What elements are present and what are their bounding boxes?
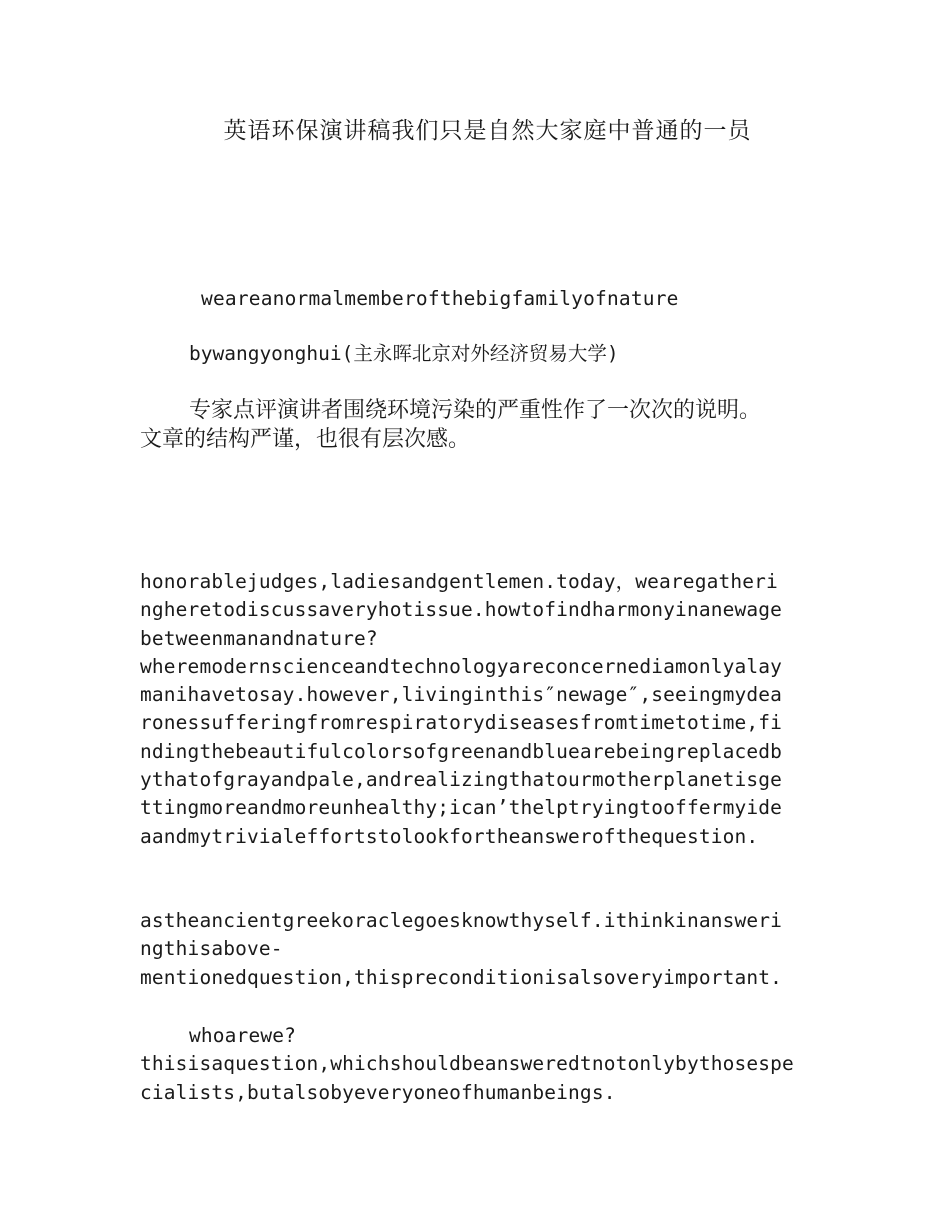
text-line: betweenmanandnature? xyxy=(140,626,378,650)
paragraph-2 xyxy=(140,907,820,992)
text-line: ndingthebeautifulcolorsofgreenandbluearebeingreplacedb xyxy=(140,739,783,763)
author-byline: bywangyonghui(主永晖北京对外经济贸易大学) xyxy=(189,342,619,365)
text-line: ythatofgrayandpale,andrealizingthatourmotherplanetisge xyxy=(140,768,783,792)
expert-comment-line-2: 文章的结构严谨，也很有层次感。 xyxy=(140,427,471,452)
text-line: ronessufferingfromrespiratorydiseasesfromtimetotime,fi xyxy=(140,711,783,735)
paragraph-1 xyxy=(140,568,820,851)
text-line: mentionedquestion,thispreconditionisalsoveryimportant. xyxy=(140,965,783,989)
text-line: thisisaquestion,whichshouldbeansweredtnotonlybythosespe xyxy=(140,1052,794,1076)
text-line: ngheretodiscussaveryhotissue.howtofindharmonyinanewage xyxy=(140,598,783,622)
text-line: ttingmoreandmoreunhealthy;ican’thelptryingtooffermyide xyxy=(140,796,783,820)
text-line: aandmytrivialeffortstolookfortheanswerofthequestion. xyxy=(140,824,759,848)
expert-comment-line-1: 专家点评演讲者围绕环境污染的严重性作了一次次的说明。 xyxy=(189,398,762,423)
text-line: whoarewe? xyxy=(189,1024,297,1047)
text-line: cialists,butalsobyeveryoneofhumanbeings. xyxy=(140,1080,616,1104)
text-line: honorablejudges,ladiesandgentlemen.today，wearegatheri xyxy=(140,570,778,593)
text-line: ngthisabove- xyxy=(140,937,283,961)
text-line: astheancientgreekoraclegoesknowthyself.ithinkinansweri xyxy=(140,909,783,932)
document-title: 英语环保演讲稿我们只是自然大家庭中普通的一员 xyxy=(223,118,752,144)
text-line: manihavetosay.however,livinginthis″newage″,seeingmydea xyxy=(140,683,783,707)
speech-subtitle: weareanormalmemberofthebigfamilyofnature xyxy=(201,287,679,310)
paragraph-3 xyxy=(140,1022,820,1107)
text-line: wheremodernscienceandtechnologyareconcernediamonlyalay xyxy=(140,654,783,678)
